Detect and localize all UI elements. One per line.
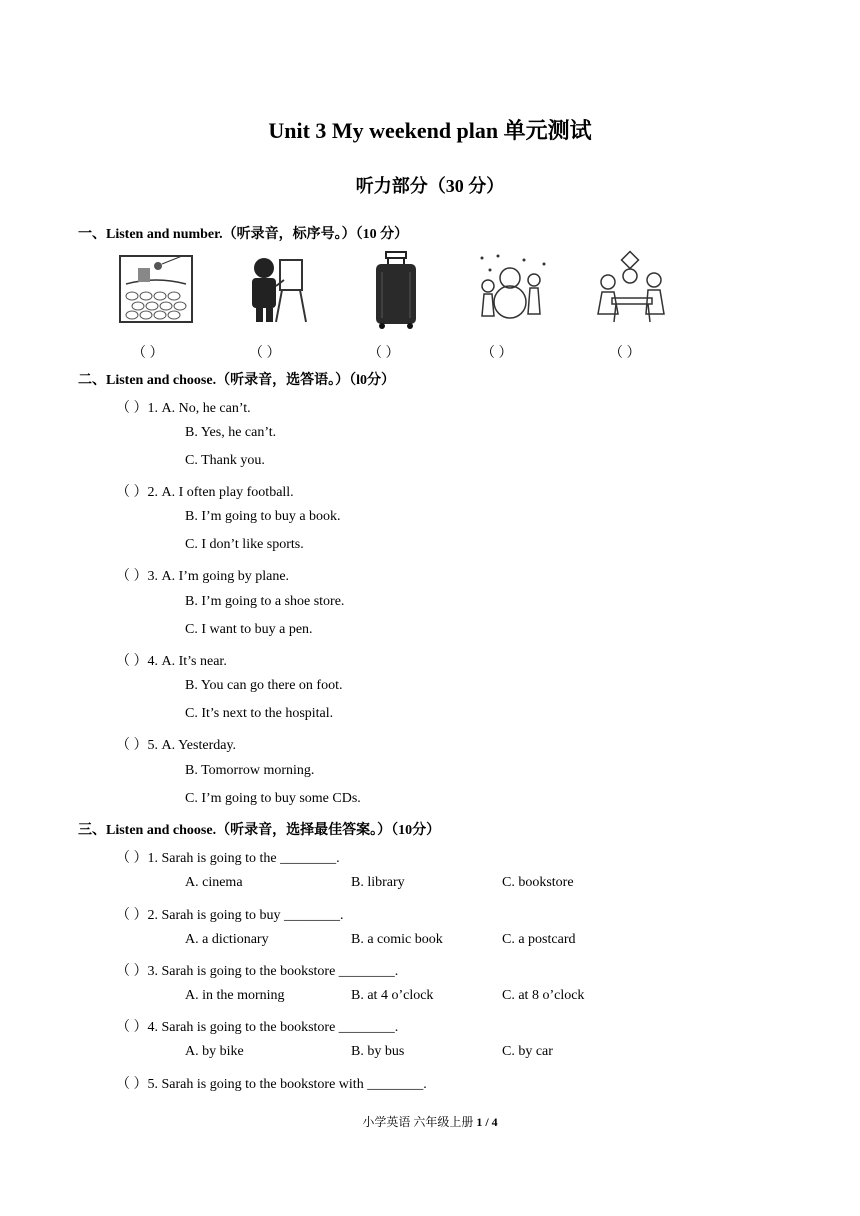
s2-q2-option-c: C. I don’t like sports.	[185, 537, 304, 552]
s3-q1-option-b: B. library	[351, 875, 405, 890]
s3-q3-option-a: A. in the morning	[185, 988, 285, 1003]
page-title: Unit 3 My weekend plan 单元测试	[268, 118, 592, 143]
picture-4-answer: （ ）	[481, 346, 513, 361]
s2-q4-option-c: C. It’s next to the hospital.	[185, 706, 334, 721]
s2-q3-option-c: C. I want to buy a pen.	[185, 622, 313, 637]
picture-3-answer: （ ）	[368, 346, 400, 361]
s3-q3-option-b: B. at 4 o’clock	[351, 988, 434, 1003]
s3-q4-option-a: A. by bike	[185, 1044, 244, 1059]
s2-q5-option-c: C. I’m going to buy some CDs.	[185, 791, 361, 806]
fishing-boat-icon	[116, 250, 196, 330]
suitcase-icon	[356, 250, 436, 330]
s2-q1-option-c: C. Thank you.	[185, 453, 265, 468]
picture-2-answer: （ ）	[249, 346, 281, 361]
s2-question-2: （ ）2. A. I often play football.	[116, 485, 294, 500]
picture-5-answer: （ ）	[609, 346, 641, 361]
picture-1-answer: （ ）	[132, 346, 164, 361]
family-dinner-icon	[592, 250, 672, 330]
s3-question-4: （ ）4. Sarah is going to the bookstore ________.	[116, 1020, 399, 1035]
s3-q2-option-b: B. a comic book	[351, 932, 443, 947]
s2-question-4: （ ）4. A. It’s near.	[116, 654, 227, 669]
s3-q4-option-c: C. by car	[502, 1044, 553, 1059]
section1-heading: 一、Listen and number.（听录音，标序号。）（10 分）	[78, 227, 409, 242]
footer-text: 小学英语 六年级上册	[362, 1115, 477, 1129]
snowman-kids-icon	[474, 250, 554, 330]
s3-question-1: （ ）1. Sarah is going to the ________.	[116, 851, 340, 866]
s3-q4-option-b: B. by bus	[351, 1044, 405, 1059]
s3-question-5: （ ）5. Sarah is going to the bookstore with ________.	[116, 1077, 427, 1092]
section3-heading: 三、Listen and choose.（听录音，选择最佳答案。）（10分）	[78, 823, 441, 838]
s2-question-3: （ ）3. A. I’m going by plane.	[116, 569, 290, 584]
s3-q2-option-a: A. a dictionary	[185, 932, 269, 947]
s3-q1-option-a: A. cinema	[185, 875, 243, 890]
page-number: 1 / 4	[476, 1115, 498, 1129]
section-subtitle: 听力部分（30 分）	[355, 176, 505, 196]
s2-q3-option-b: B. I’m going to a shoe store.	[185, 594, 345, 609]
s2-q5-option-b: B. Tomorrow morning.	[185, 763, 315, 778]
s3-q2-option-c: C. a postcard	[502, 932, 576, 947]
s2-q1-option-b: B. Yes, he can’t.	[185, 425, 277, 440]
s3-q1-option-c: C. bookstore	[502, 875, 574, 890]
page-footer	[0, 1113, 860, 1130]
s2-question-1: （ ）1. A. No, he can’t.	[116, 401, 251, 416]
s3-q3-option-c: C. at 8 o’clock	[502, 988, 585, 1003]
s2-q2-option-b: B. I’m going to buy a book.	[185, 509, 341, 524]
painter-easel-icon	[236, 250, 316, 330]
s2-q4-option-b: B. You can go there on foot.	[185, 678, 343, 693]
s2-question-5: （ ）5. A. Yesterday.	[116, 738, 237, 753]
s3-question-2: （ ）2. Sarah is going to buy ________.	[116, 908, 344, 923]
s3-question-3: （ ）3. Sarah is going to the bookstore ________.	[116, 964, 399, 979]
section2-heading: 二、Listen and choose.（听录音，选答语。）（l0分）	[78, 373, 395, 388]
